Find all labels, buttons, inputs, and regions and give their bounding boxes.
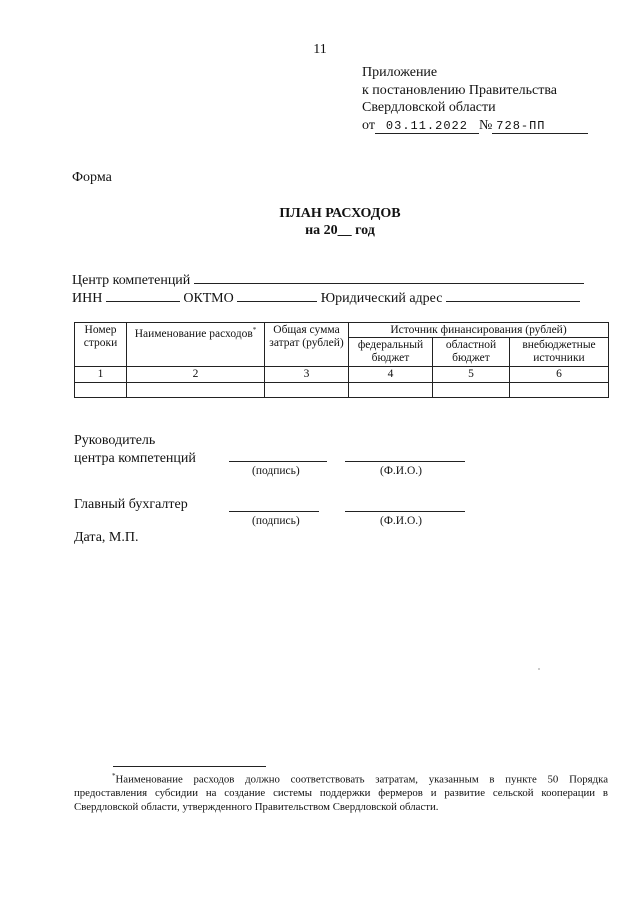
header-expense-name-text: Наименование расходов	[134, 327, 253, 340]
scan-speck	[538, 668, 540, 670]
accountant-name-line[interactable]	[345, 511, 465, 512]
table-column-numbers-row	[75, 367, 609, 383]
appendix-block	[362, 64, 588, 134]
expense-plan-table	[74, 322, 609, 398]
table-cell[interactable]	[75, 383, 127, 398]
table-cell[interactable]	[127, 383, 265, 398]
date-stamp-label: Дата, М.П.	[74, 530, 139, 545]
column-number-cell: 1	[75, 367, 127, 383]
accountant-name-caption: (Ф.И.О.)	[380, 515, 422, 527]
oktmo-label: ОКТМО	[183, 291, 234, 306]
appendix-line-1: Приложение	[362, 65, 438, 80]
column-number-cell: 4	[349, 367, 433, 383]
center-field-row	[72, 271, 584, 289]
head-signature-caption: (подпись)	[252, 465, 300, 477]
center-blank[interactable]	[194, 271, 584, 284]
table-cell[interactable]	[265, 383, 349, 398]
footnote-mark: *	[252, 326, 257, 334]
header-funding-source: Источник финансирования (рублей)	[349, 323, 609, 338]
address-label: Юридический адрес	[320, 291, 443, 306]
table-cell[interactable]	[510, 383, 609, 398]
inn-label: ИНН	[72, 291, 103, 306]
column-number-cell: 3	[265, 367, 349, 383]
header-regional-budget: областной бюджет	[433, 338, 510, 367]
header-offbudget-sources: внебюджетные источники	[510, 338, 609, 367]
column-number-cell: 6	[510, 367, 609, 383]
footnote	[74, 770, 608, 814]
document-title-block	[0, 205, 640, 239]
inn-blank[interactable]	[106, 289, 180, 302]
table-cell[interactable]	[433, 383, 510, 398]
head-label-line-2: центра компетенций	[74, 451, 196, 466]
footnote-marker: *	[112, 772, 116, 780]
appendix-date-row	[362, 117, 588, 135]
appendix-line-3: Свердловской области	[362, 100, 496, 115]
table-cell[interactable]	[349, 383, 433, 398]
document-subtitle: на 20__ год	[305, 223, 375, 238]
column-number-cell: 5	[433, 367, 510, 383]
table-empty-row	[75, 383, 609, 398]
head-label-line-1: Руководитель	[74, 433, 156, 448]
header-expense-name	[127, 323, 265, 367]
head-signature-label	[74, 432, 196, 468]
accountant-signature-line[interactable]	[229, 511, 319, 512]
footnote-separator	[113, 766, 266, 767]
center-label: Центр компетенций	[72, 273, 191, 288]
form-label: Форма	[72, 170, 112, 185]
date-prefix: от	[362, 117, 375, 133]
head-signature-line[interactable]	[229, 461, 327, 462]
oktmo-blank[interactable]	[237, 289, 317, 302]
appendix-line-2: к постановлению Правительства	[362, 82, 558, 98]
address-blank[interactable]	[446, 289, 580, 302]
accountant-signature-label: Главный бухгалтер	[74, 497, 188, 512]
table-header-row-1	[75, 323, 609, 338]
footnote-text: Наименование расходов должно соответствовать затратам, указанным в пункте 50 Порядка предоставления субсидии на создание системы поддержки фермеров и развитие сельской кооперации в Свердловской области, утвержденного Правительством Свердловской области.	[74, 773, 608, 813]
head-name-line[interactable]	[345, 461, 465, 462]
header-federal-budget: федеральный бюджет	[349, 338, 433, 367]
column-number-cell: 2	[127, 367, 265, 383]
document-title: ПЛАН РАСХОДОВ	[279, 206, 401, 221]
decree-date: 03.11.2022	[375, 119, 479, 134]
header-row-number: Номер строки	[75, 323, 127, 367]
requisites-row	[72, 289, 580, 307]
head-name-caption: (Ф.И.О.)	[380, 465, 422, 477]
page-number: 11	[313, 42, 327, 57]
number-prefix: №	[478, 117, 493, 133]
accountant-signature-caption: (подпись)	[252, 515, 300, 527]
header-total-cost: Общая сумма затрат (рублей)	[265, 323, 349, 367]
decree-number: 728-ПП	[492, 119, 588, 134]
